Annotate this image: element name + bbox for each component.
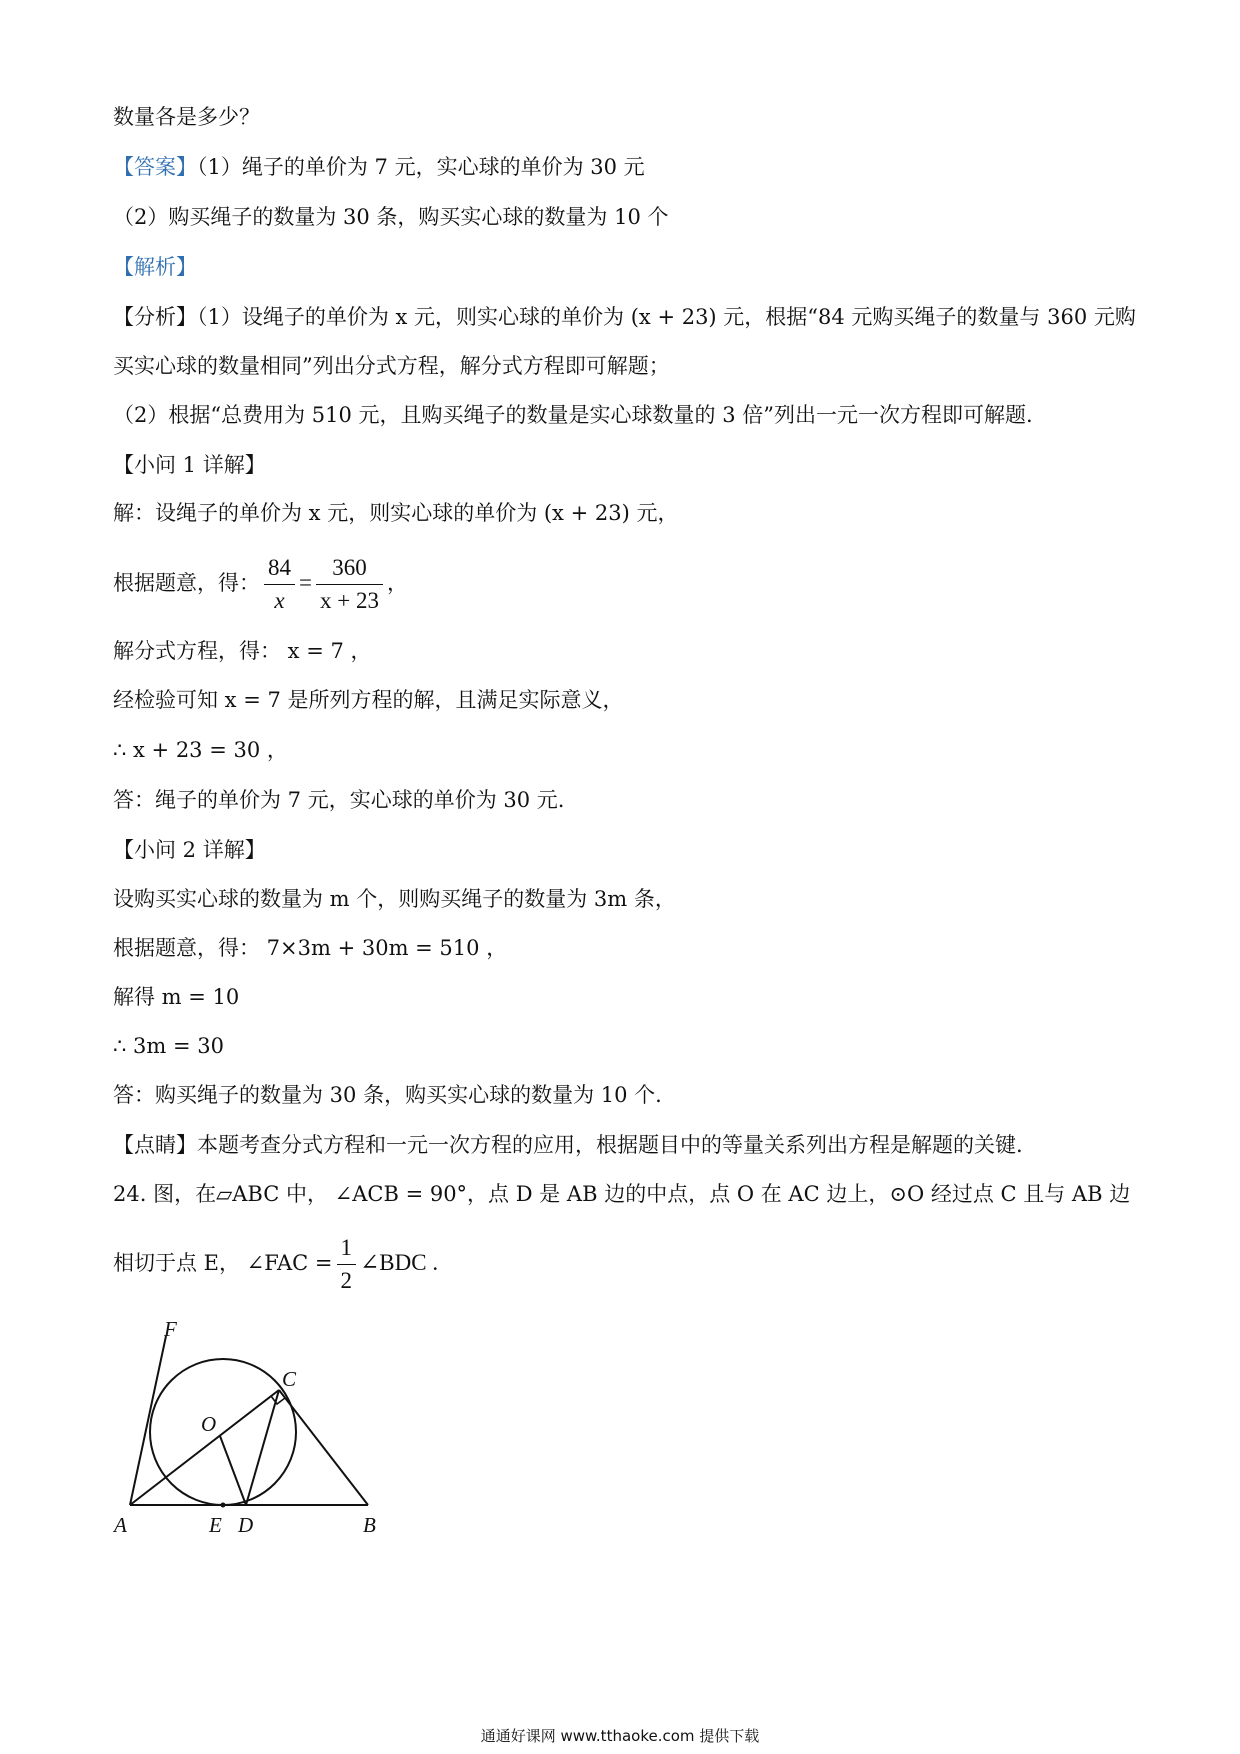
label-f: F	[164, 1318, 177, 1341]
page-footer: 通通好课网 www.tthaoke.com 提供下载	[480, 1727, 760, 1745]
text-line: 设购买实心球的数量为 m 个，则购买绳子的数量为 3m 条，	[113, 887, 676, 911]
section-heading: 【小问 1 详解】	[113, 453, 266, 477]
text-line: （2）根据“总费用为 510 元，且购买绳子的数量是实心球数量的 3 倍”列出一元一次方程即可解题.	[113, 403, 1033, 427]
text-line: 根据题意，得： 7×3m + 30m = 510 ，	[113, 936, 508, 960]
label-o: O	[201, 1412, 217, 1436]
equals-sign: =	[299, 570, 312, 595]
question-prefix: 相切于点 E， ∠FAC =	[113, 1251, 333, 1275]
question-line: 24. 图，在▱ABC 中， ∠ACB = 90°，点 D 是 AB 边的中点，点 O 在 AC 边上，⊙O 经过点 C 且与 AB 边	[113, 1182, 1131, 1206]
equation-prefix: 根据题意，得：	[113, 571, 260, 595]
label-b: B	[363, 1513, 376, 1537]
text-line: 答：绳子的单价为 7 元，实心球的单价为 30 元.	[113, 788, 565, 812]
fraction	[337, 1232, 357, 1297]
fraction-denominator: x	[274, 588, 285, 613]
segment-od	[220, 1436, 246, 1505]
answer-text: （1）绳子的单价为 7 元，实心球的单价为 30 元	[197, 155, 645, 179]
text-line: ∴ 3m = 30	[113, 1034, 224, 1058]
fraction-numerator: 360	[316, 552, 383, 585]
text-line: 经检验可知 x = 7 是所列方程的解，且满足实际意义，	[113, 688, 624, 712]
fraction-numerator: 84	[264, 552, 295, 585]
analysis-tag: 【解析】	[113, 255, 197, 279]
text-line: 买实心球的数量相同”列出分式方程，解分式方程即可解题；	[113, 354, 670, 378]
text-line: 【分析】（1）设绳子的单价为 x 元，则实心球的单价为 (x + 23) 元，根据“84 元购买绳子的数量与 360 元购	[113, 305, 1136, 329]
text-line: 解分式方程，得： x = 7 ，	[113, 639, 372, 663]
label-a: A	[114, 1513, 127, 1537]
point-e-dot	[221, 1503, 226, 1508]
label-c: C	[282, 1367, 297, 1391]
equation-suffix: ，	[386, 571, 408, 595]
section-heading: 【小问 2 详解】	[113, 838, 266, 862]
fraction-denominator: 2	[340, 1268, 353, 1293]
label-e: E	[209, 1513, 222, 1537]
answer-tag: 【答案】	[113, 155, 197, 179]
text-line: 解得 m = 10	[113, 985, 240, 1009]
segment-cd	[246, 1390, 279, 1505]
fraction-denominator: x + 23	[319, 588, 379, 613]
text-line: （2）购买绳子的数量为 30 条，购买实心球的数量为 10 个	[113, 205, 669, 229]
answer-line	[113, 152, 645, 182]
text-line: 解：设绳子的单价为 x 元，则实心球的单价为 (x + 23) 元，	[113, 501, 679, 525]
question-line	[113, 1230, 438, 1297]
right-angle-mark	[271, 1396, 285, 1404]
question-suffix: ∠BDC .	[360, 1250, 439, 1275]
fraction	[264, 552, 295, 617]
ray-af	[130, 1336, 166, 1505]
text-line: 答：购买绳子的数量为 30 条，购买实心球的数量为 10 个.	[113, 1083, 662, 1107]
geometry-figure	[106, 1318, 396, 1538]
text-line: ∴ x + 23 = 30 ，	[113, 738, 288, 762]
text-line: 数量各是多少？	[113, 105, 260, 129]
fraction-numerator: 1	[337, 1232, 357, 1265]
label-d: D	[238, 1513, 254, 1537]
key-point-line: 【点睛】本题考查分式方程和一元一次方程的应用，根据题目中的等量关系列出方程是解题的关键.	[113, 1133, 1023, 1157]
equation-line	[113, 550, 408, 617]
fraction	[316, 552, 383, 617]
